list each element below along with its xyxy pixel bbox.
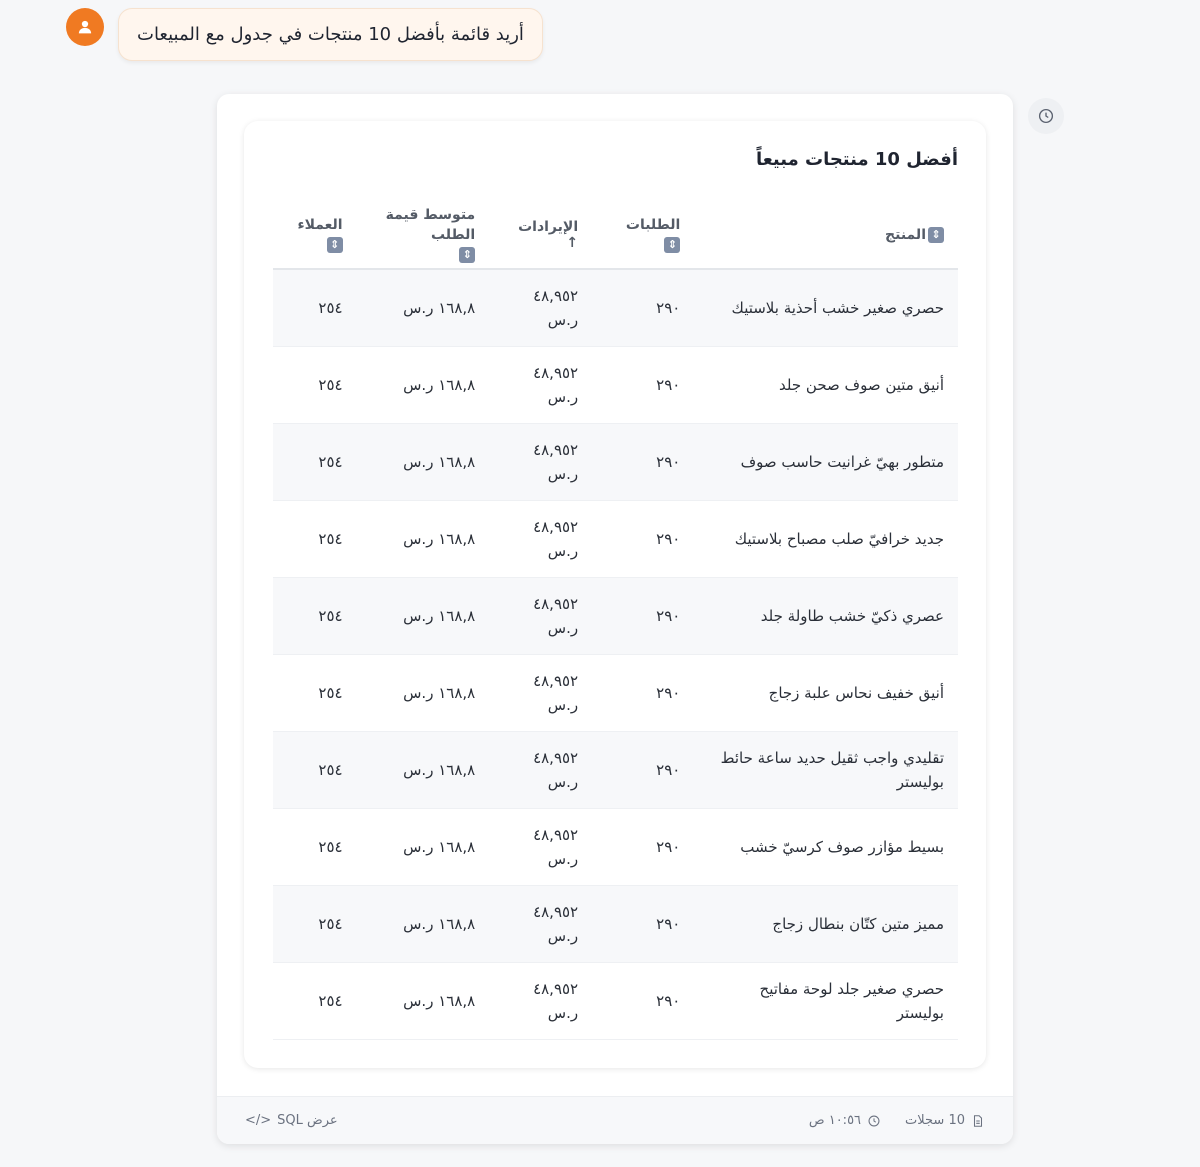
sort-ascending-arrow-icon: ↑ bbox=[566, 234, 579, 251]
view-sql-button[interactable] bbox=[245, 1113, 338, 1128]
user-message-bubble: أريد قائمة بأفضل 10 منتجات في جدول مع المبيعات bbox=[118, 8, 543, 61]
cell-revenue bbox=[489, 731, 592, 808]
cell-customers: ٢٥٤ bbox=[273, 654, 357, 731]
revenue-currency: ر.س bbox=[547, 541, 579, 560]
cell-revenue bbox=[489, 269, 592, 346]
revenue-amount: ٤٨,٩٥٢ bbox=[533, 440, 579, 459]
cell-revenue bbox=[489, 654, 592, 731]
result-table-card bbox=[244, 121, 986, 1068]
cell-customers: ٢٥٤ bbox=[273, 423, 357, 500]
table-row bbox=[273, 500, 958, 577]
column-header-product[interactable] bbox=[694, 201, 958, 269]
sort-icon: ⇕ bbox=[327, 237, 343, 253]
column-header-customers[interactable] bbox=[273, 201, 357, 269]
table-header-row bbox=[273, 201, 958, 269]
cell-avg-order-value: ١٦٨,٨ ر.س bbox=[357, 500, 490, 577]
cell-revenue bbox=[489, 577, 592, 654]
cell-avg-order-value: ١٦٨,٨ ر.س bbox=[357, 962, 490, 1039]
table-row bbox=[273, 808, 958, 885]
revenue-currency: ر.س bbox=[547, 772, 579, 791]
table-row bbox=[273, 731, 958, 808]
cell-customers: ٢٥٤ bbox=[273, 885, 357, 962]
column-header-revenue[interactable] bbox=[489, 201, 592, 269]
cell-orders: ٢٩٠ bbox=[592, 500, 694, 577]
cell-product: أنيق متين صوف صحن جلد bbox=[694, 346, 958, 423]
cell-avg-order-value: ١٦٨,٨ ر.س bbox=[357, 423, 490, 500]
cell-revenue bbox=[489, 962, 592, 1039]
column-label: الطلبات bbox=[625, 216, 681, 233]
history-button[interactable] bbox=[1028, 98, 1064, 134]
table-row bbox=[273, 423, 958, 500]
sort-icon: ⇕ bbox=[928, 227, 944, 243]
cell-orders: ٢٩٠ bbox=[592, 808, 694, 885]
cell-product: متطور بهيّ غرانيت حاسب صوف bbox=[694, 423, 958, 500]
revenue-currency: ر.س bbox=[547, 310, 579, 329]
revenue-amount: ٤٨,٩٥٢ bbox=[533, 363, 579, 382]
records-count-label: 10 سجلات bbox=[905, 1113, 965, 1128]
table-row bbox=[273, 269, 958, 346]
revenue-amount: ٤٨,٩٥٢ bbox=[533, 979, 579, 998]
table-row bbox=[273, 885, 958, 962]
table-title: أفضل 10 منتجات مبيعاً bbox=[755, 149, 958, 170]
cell-revenue bbox=[489, 808, 592, 885]
cell-orders: ٢٩٠ bbox=[592, 346, 694, 423]
cell-revenue bbox=[489, 423, 592, 500]
records-count bbox=[905, 1113, 985, 1128]
timestamp-label: ١٠:٥٦ ص bbox=[808, 1113, 862, 1128]
table-row bbox=[273, 346, 958, 423]
cell-avg-order-value: ١٦٨,٨ ر.س bbox=[357, 885, 490, 962]
user-message-row bbox=[66, 8, 543, 61]
revenue-currency: ر.س bbox=[547, 849, 579, 868]
revenue-amount: ٤٨,٩٥٢ bbox=[533, 286, 579, 305]
cell-product: عصري ذكيّ خشب طاولة جلد bbox=[694, 577, 958, 654]
cell-orders: ٢٩٠ bbox=[592, 962, 694, 1039]
column-label: العملاء bbox=[297, 216, 343, 233]
cell-orders: ٢٩٠ bbox=[592, 577, 694, 654]
revenue-currency: ر.س bbox=[547, 618, 579, 637]
cell-avg-order-value: ١٦٨,٨ ر.س bbox=[357, 731, 490, 808]
column-header-orders[interactable] bbox=[592, 201, 694, 269]
column-label: المنتج bbox=[885, 226, 926, 243]
cell-customers: ٢٥٤ bbox=[273, 577, 357, 654]
cell-revenue bbox=[489, 500, 592, 577]
revenue-currency: ر.س bbox=[547, 695, 579, 714]
cell-product: بسيط مؤازر صوف كرسيّ خشب bbox=[694, 808, 958, 885]
clock-icon bbox=[867, 1114, 881, 1128]
cell-product: تقليدي واجب ثقيل حديد ساعة حائط بوليستر bbox=[694, 731, 958, 808]
view-sql-label: عرض SQL bbox=[277, 1113, 338, 1128]
cell-avg-order-value: ١٦٨,٨ ر.س bbox=[357, 654, 490, 731]
revenue-currency: ر.س bbox=[547, 926, 579, 945]
cell-customers: ٢٥٤ bbox=[273, 808, 357, 885]
timestamp bbox=[809, 1113, 881, 1128]
assistant-response-card bbox=[217, 94, 1013, 1144]
cell-customers: ٢٥٤ bbox=[273, 962, 357, 1039]
revenue-amount: ٤٨,٩٥٢ bbox=[533, 594, 579, 613]
cell-orders: ٢٩٠ bbox=[592, 269, 694, 346]
cell-customers: ٢٥٤ bbox=[273, 731, 357, 808]
cell-revenue bbox=[489, 885, 592, 962]
cell-product: حصري صغير خشب أحذية بلاستيك bbox=[694, 269, 958, 346]
cell-avg-order-value: ١٦٨,٨ ر.س bbox=[357, 346, 490, 423]
sort-icon: ⇕ bbox=[664, 237, 680, 253]
revenue-currency: ر.س bbox=[547, 1003, 579, 1022]
cell-product: حصري صغير جلد لوحة مفاتيح بوليستر bbox=[694, 962, 958, 1039]
code-icon: </> bbox=[245, 1113, 272, 1128]
cell-customers: ٢٥٤ bbox=[273, 269, 357, 346]
column-label: متوسط قيمة الطلب bbox=[385, 206, 476, 243]
cell-orders: ٢٩٠ bbox=[592, 423, 694, 500]
revenue-amount: ٤٨,٩٥٢ bbox=[533, 902, 579, 921]
column-header-avg-order-value[interactable] bbox=[357, 201, 490, 269]
cell-orders: ٢٩٠ bbox=[592, 654, 694, 731]
user-avatar bbox=[66, 8, 104, 46]
cell-avg-order-value: ١٦٨,٨ ر.س bbox=[357, 269, 490, 346]
column-label: الإيرادات bbox=[518, 218, 579, 235]
cell-product: جديد خرافيّ صلب مصباح بلاستيك bbox=[694, 500, 958, 577]
cell-customers: ٢٥٤ bbox=[273, 500, 357, 577]
document-icon bbox=[971, 1114, 985, 1128]
cell-avg-order-value: ١٦٨,٨ ر.س bbox=[357, 808, 490, 885]
cell-revenue bbox=[489, 346, 592, 423]
sort-icon: ⇕ bbox=[459, 247, 475, 263]
clock-icon bbox=[1037, 107, 1055, 125]
results-table bbox=[273, 201, 958, 1040]
cell-customers: ٢٥٤ bbox=[273, 346, 357, 423]
revenue-amount: ٤٨,٩٥٢ bbox=[533, 748, 579, 767]
revenue-currency: ر.س bbox=[547, 464, 579, 483]
revenue-amount: ٤٨,٩٥٢ bbox=[533, 517, 579, 536]
cell-orders: ٢٩٠ bbox=[592, 731, 694, 808]
cell-product: أنيق خفيف نحاس علبة زجاج bbox=[694, 654, 958, 731]
cell-orders: ٢٩٠ bbox=[592, 885, 694, 962]
cell-product: مميز متين كتّان بنطال زجاج bbox=[694, 885, 958, 962]
table-row bbox=[273, 654, 958, 731]
revenue-amount: ٤٨,٩٥٢ bbox=[533, 825, 579, 844]
table-row bbox=[273, 577, 958, 654]
revenue-currency: ر.س bbox=[547, 387, 579, 406]
revenue-amount: ٤٨,٩٥٢ bbox=[533, 671, 579, 690]
user-icon bbox=[76, 18, 94, 36]
cell-avg-order-value: ١٦٨,٨ ر.س bbox=[357, 577, 490, 654]
result-footer bbox=[217, 1096, 1013, 1144]
table-row bbox=[273, 962, 958, 1039]
